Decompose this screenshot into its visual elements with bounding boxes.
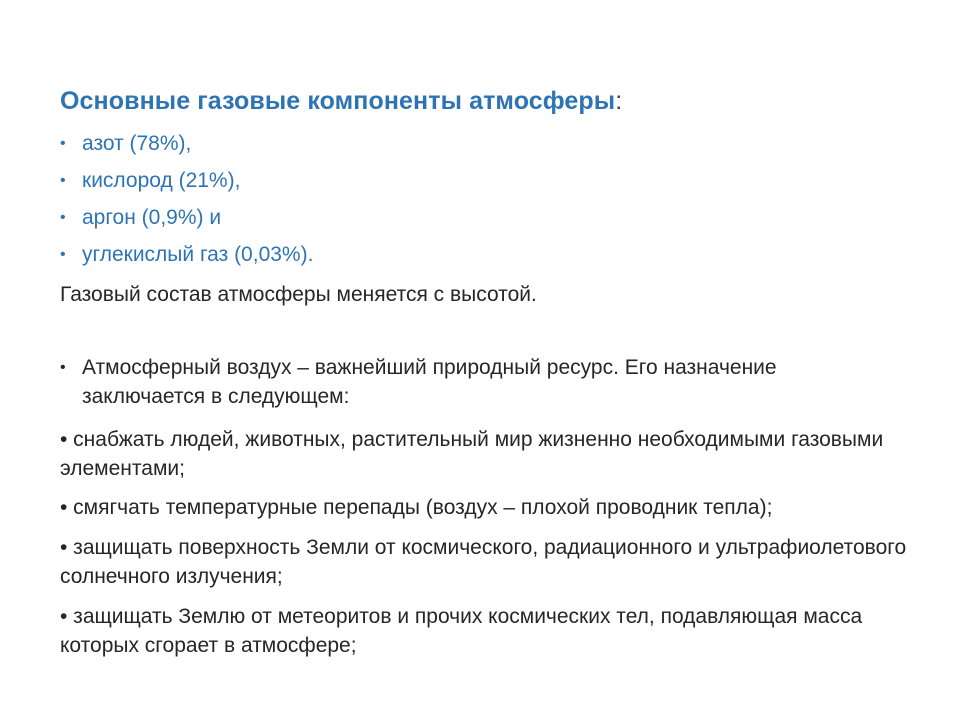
- function-paragraph: • снабжать людей, животных, растительный мир жизненно необходимыми газовыми элементами;: [60, 428, 884, 480]
- function-paragraph: • смягчать температурные перепады (воздух – плохой проводник тепла);: [60, 496, 773, 519]
- gas-components-list: [60, 131, 313, 279]
- slide-title-text: Основные газовые компоненты атмосферы: [60, 87, 616, 115]
- list-item-text: аргон (0,9%) и: [82, 206, 222, 229]
- list-item-text: кислород (21%),: [82, 169, 241, 192]
- bullet-icon: •: [60, 209, 66, 226]
- function-paragraph: • защищать Землю от метеоритов и прочих космических тел, подавляющая масса которых сгорает в атмосфере;: [60, 605, 863, 657]
- list-item: [60, 205, 313, 242]
- composition-note: Газовый состав атмосферы меняется с высотой.: [60, 283, 537, 306]
- bullet-icon: •: [60, 172, 66, 189]
- bullet-icon: •: [60, 135, 66, 152]
- function-paragraph: • защищать поверхность Земли от космического, радиационного и ультрафиолетового солнечного излучения;: [60, 536, 907, 588]
- list-item: [60, 131, 313, 168]
- slide-title: [60, 87, 622, 116]
- resource-intro-bullet: [60, 353, 902, 411]
- bullet-icon: •: [60, 246, 66, 263]
- slide-title-colon: :: [615, 87, 623, 115]
- list-item-text: углекислый газ (0,03%).: [82, 243, 314, 266]
- list-item: [60, 168, 313, 205]
- list-item-text: азот (78%),: [82, 132, 192, 155]
- list-item: [60, 242, 313, 279]
- bullet-icon: •: [60, 359, 66, 376]
- resource-intro-text: Атмосферный воздух – важнейший природный ресурс. Его назначение заключается в следующем:: [82, 356, 777, 408]
